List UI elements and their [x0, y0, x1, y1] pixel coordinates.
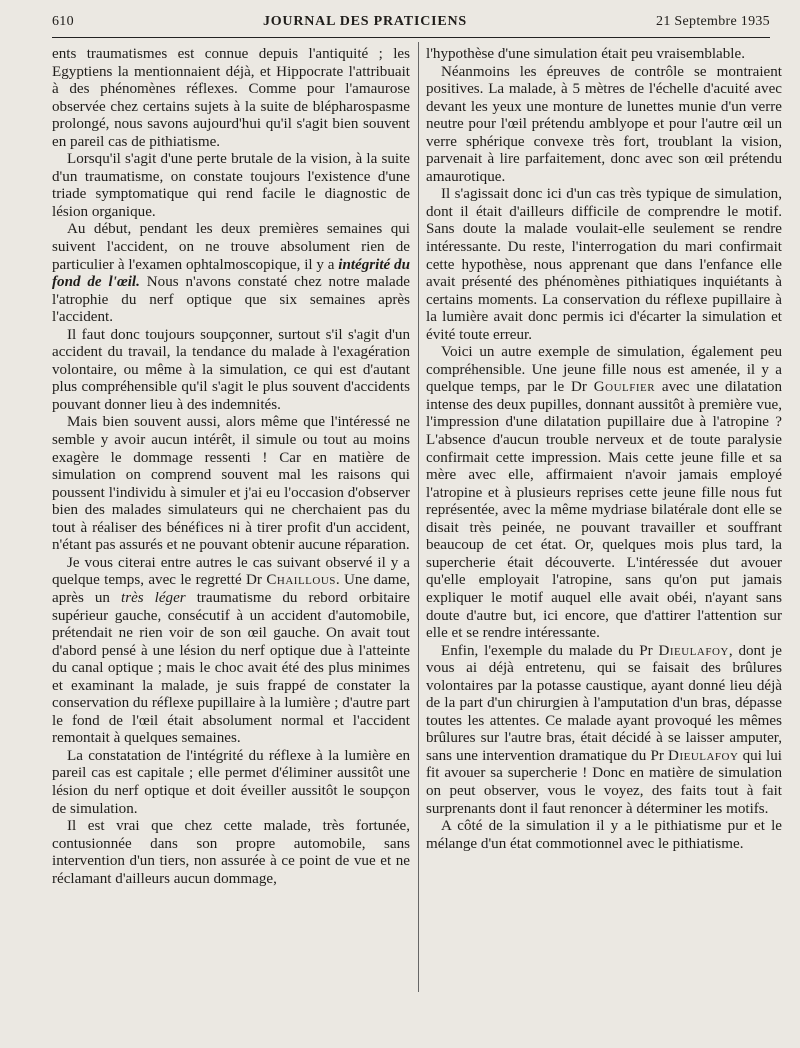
paragraph-text: , dont je vous ai déjà entretenu, qui se faisait des brûlures volontaires par la potasse caustique, ayant donné lieu déjà de la part d'un chirurgien à l'amputation d'un bras, dépasse toutes les attentes. Ce malade ayant provoqué les mêmes brûlures sur l'autre bras, était décidé à se laisser amputer, sans une intervention dramatique du [426, 642, 782, 764]
paragraph-text: Je vous citerai entre autres le cas suivant observé il y a quelque temps, avec le regretté [52, 554, 410, 589]
paragraph [426, 344, 782, 642]
paragraph-text: . Une dame, après un [52, 572, 410, 606]
paragraph: Il faut donc toujours soupçonner, surtout s'il s'agit d'un accident du travail, la tendance du malade à l'exagération volontaire, ou même à la simulation, ce qui est d'autant plus compréhensible qu'il s'agit le plus souvent d'accidents pouvant donner lieu à des indemnités. [52, 326, 410, 413]
paragraph: l'hypothèse d'une simulation était peu vraisemblable. [426, 46, 745, 62]
paragraph: La constatation de l'intégrité du réflexe à la lumière en pareil cas est capitale ; elle permet d'éliminer aussitôt une lésion du nerf optique et doit éveiller aussitôt le soupçon de simulation. [52, 747, 410, 817]
doctor-name: Chaillous [266, 572, 336, 589]
paragraph [52, 221, 410, 326]
issue-date: 21 Septembre 1935 [656, 14, 770, 29]
paragraph-text: traumatisme du rebord orbitaire supérieur gauche, consécutif à un accident d'automobile, prétendait ne rien voir de son œil gauche. On avait tout d'abord pensé à une lésion du nerf optique due à l'atteinte du canal optique ; mais le choc avait été des plus minimes et examinant la malade, je suis frappé de constater la conservation du réflexe pupillaire à la lumière ; d'autre part le fond de l'œil était absolument normal et l'accident remontait à quelques semaines. [52, 589, 410, 747]
paragraph: A côté de la simulation il y a le pithiatisme pur et le mélange d'un état commotionnel avec le pithiatisme. [426, 818, 782, 852]
professor-name: Dieulafoy [658, 642, 729, 659]
paragraph: Lorsqu'il s'agit d'une perte brutale de la vision, à la suite d'un traumatisme, on constate toujours l'existence d'une triade symptomatique qui rend facile le diagnostic de lésion organique. [52, 151, 410, 220]
emphasis-text: intégrité du fond de l'œil. [52, 256, 410, 291]
paragraph-text: Au début, pendant les deux premières semaines qui suivent l'accident, on ne trouve absolument rien de particulier à l'examen ophtalmoscopique, il y a [52, 221, 410, 273]
paragraph-text: qui lui fit avouer sa supercherie ! Donc en matière de simulation on peut observer, vous le voyez, des faits tout à fait surprenants dont il faut renoncer à déterminer les motifs. [426, 747, 782, 817]
paragraph: ents traumatismes est connue depuis l'antiquité ; les Egyptiens la mentionnaient déjà, et Hippocrate l'attribuait à des phénomènes réflexes. Comme pour l'amaurose observée chez certains sujets à la suite de blépharospasme prolongé, nous savons aujourd'hui qu'il s'agit bien souvent en pareil cas de pithiatisme. [52, 46, 410, 150]
paragraph-text: Voici un autre exemple de simulation, également peu compréhensible. Une jeune fille nous est amenée, il y a quelque temps, par le [426, 344, 782, 396]
column-divider [418, 42, 419, 992]
paragraph: Il est vrai que chez cette malade, très fortunée, contusionnée dans son propre automobile, sans intervention d'un tiers, non assurée à ce point de vue et ne réclamant d'ailleurs aucun dommage, [52, 818, 410, 887]
paragraph [52, 555, 410, 748]
emphasis-text: très léger [121, 589, 186, 606]
paragraph: Mais bien souvent aussi, alors même que l'intéressé ne semble y avoir aucun intérêt, il simule ou tout au moins exagère le dommage ressenti ! Car en matière de simulation on comprend souvent mal les raisons qui poussent l'individu à simuler et j'ai eu l'occasion d'observer bien des malades simulateurs qui ne cherchaient pas du tout à réaliser des bénéfices ni à tirer profit d'un accident, n'étant pas assurés et ne pouvant obtenir aucune réparation. [52, 414, 410, 554]
header-rule [52, 37, 770, 38]
page-number: 610 [52, 14, 74, 29]
doctor-title: Dr [246, 572, 262, 589]
paragraph: Il s'agissait donc ici d'un cas très typique de simulation, dont il était d'ailleurs difficile de comprendre le motif. Sans doute la malade voulait-elle seulement se rendre intéressante. Du reste, l'interrogation du mari confirmait cette hypothèse, nous apprenant que dans l'enfance elle avait présenté des phénomènes pithiatiques inquiétants à certains moments. La conservation du réflexe pupillaire à la lumière avait donc permis ici d'écarter la simulation et évité toute erreur. [426, 186, 782, 343]
left-column [52, 46, 410, 888]
paragraph: Néanmoins les épreuves de contrôle se montraient positives. La malade, à 5 mètres de l'échelle d'acuité avec devant les yeux une monture de lunettes munie d'un verre neutre pour l'œil prétendu amblyope et pour l'autre œil un verre sphérique convexe très fort, troublant la vision, parvenait à lire parfaitement, donc avec son œil prétendu amaurotique. [426, 63, 782, 185]
doctor-name: Goulfier [593, 379, 656, 396]
doctor-title: Dr [571, 379, 587, 396]
paragraph-text: Enfin, l'exemple du malade du [441, 642, 640, 659]
journal-title: JOURNAL DES PRATICIENS [262, 14, 467, 29]
paragraph [426, 643, 782, 818]
professor-name: Dieulafoy [668, 747, 739, 764]
paragraph-text: Nous n'avons constaté chez notre malade l'atrophie du nerf optique que six semaines après l'accident. [52, 274, 410, 326]
professor-title: Pr [650, 747, 664, 764]
page-header [52, 10, 770, 34]
professor-title: Pr [639, 642, 653, 659]
paragraph-text: avec une dilatation intense des deux pupilles, donnant aussitôt à première vue, l'impression d'une dilatation pupillaire due à l'atropine ? L'absence d'aucun trouble nerveux et de toute paralysie confirmait cette impression. Mais cette jeune fille et sa mère avec elle, affirmaient n'avoir jamais employé l'atropine et à plusieurs reprises cette jeune fille nous fut représentée, avec la même mydriase bilatérale dont elle se disait très peinée, ne pouvant travailler et souffrant beaucoup de cet état. Or, quelques mois plus tard, la supercherie était découverte. L'intéressée dut avouer qu'elle employait l'atropine, sans qu'on put jamais expliquer le motif auquel elle avait obéi, n'ayant sans doute d'autre but, ici encore, que d'attirer l'attention sur elle et se rendre intéressante. [426, 379, 782, 642]
right-column [426, 46, 782, 853]
